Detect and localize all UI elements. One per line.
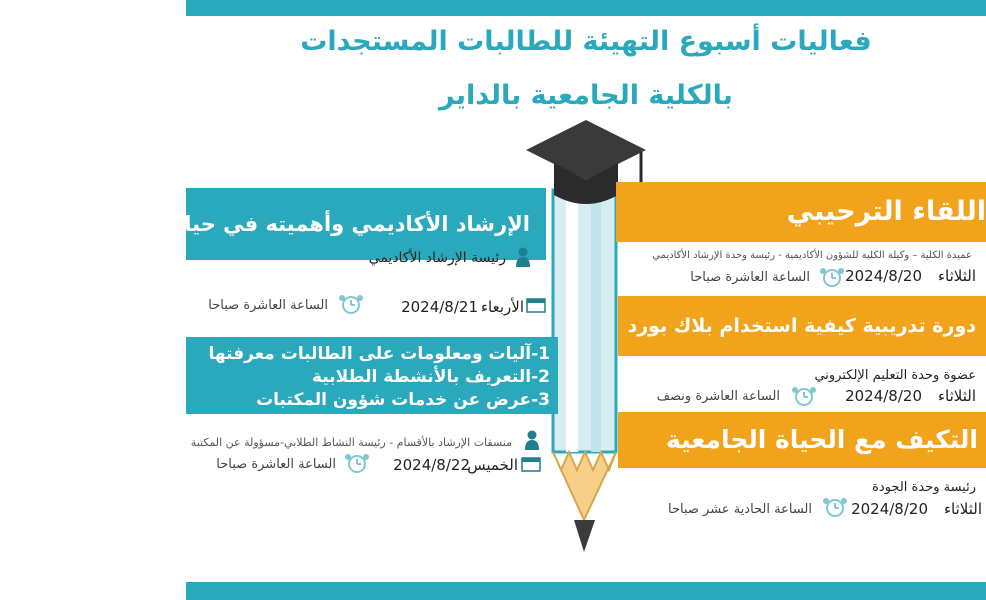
event-title-adaptation: التكيف مع الحياة الجامعية [618, 412, 986, 468]
event-date: 2024/8/20 [845, 387, 922, 405]
event-title-blackboard: دورة تدريبية كيفية استخدام بلاك بورد [618, 296, 986, 356]
event-time: الساعة الحادية عشر صباحا [667, 502, 812, 517]
person-icon [524, 430, 540, 450]
page-subtitle: بالكلية الجامعية بالداير [439, 80, 733, 111]
agenda-point: 3-عرض عن خدمات شؤون المكتبات [256, 390, 550, 410]
agenda-point: 1-آليات ومعلومات على الطالبات معرفتها [208, 344, 550, 364]
session-title-academic-advising: الإرشاد الأكاديمي وأهميته في حياة الطالبة الجامعية [186, 188, 546, 260]
session-date: 2024/8/22 [393, 456, 470, 474]
event-time: الساعة العاشرة ونصف [656, 389, 780, 404]
agenda-points-box [186, 337, 558, 414]
event-day: الثلاثاء [943, 500, 982, 518]
event-date: 2024/8/20 [851, 500, 928, 518]
calendar-icon [521, 456, 541, 472]
alarm-clock-icon [819, 267, 845, 287]
presenter-name: عميدة الكلية – وكيلة الكلية للشؤون الأكاديمية - رئيسة وحدة الإرشاد الأكاديمي [652, 250, 972, 261]
event-time: الساعة العاشرة صباحا [690, 270, 810, 285]
event-title-welcome: اللقاء الترحيبي [616, 182, 986, 242]
session-day: الخميس [467, 456, 518, 474]
event-date: 2024/8/20 [845, 267, 922, 285]
alarm-clock-icon [822, 497, 848, 517]
calendar-icon [526, 297, 546, 313]
session-time: الساعة العاشرة صباحا [208, 298, 328, 313]
page-title: فعاليات أسبوع التهيئة للطالبات المستجدات [300, 26, 872, 57]
agenda-point: 2-التعريف بالأنشطة الطلابية [312, 367, 550, 387]
alarm-clock-icon [344, 453, 370, 473]
presenter-name: منسقات الإرشاد بالأقسام - رئيسة النشاط الطلابي-مسؤولة عن المكتبة [190, 436, 512, 449]
session-date: 2024/8/21 [401, 298, 478, 316]
session-day: الأربعاء [480, 298, 524, 316]
session-time: الساعة العاشرة صباحا [216, 457, 336, 472]
presenter-name: رئيسة وحدة الجودة [872, 480, 976, 495]
event-day: الثلاثاء [937, 267, 976, 285]
alarm-clock-icon [791, 386, 817, 406]
alarm-clock-icon [338, 294, 364, 314]
person-icon [515, 247, 531, 267]
event-day: الثلاثاء [937, 387, 976, 405]
presenter-name: رئيسة الإرشاد الأكاديمي [368, 250, 506, 266]
presenter-name: عضوة وحدة التعليم الإلكتروني [814, 368, 976, 383]
